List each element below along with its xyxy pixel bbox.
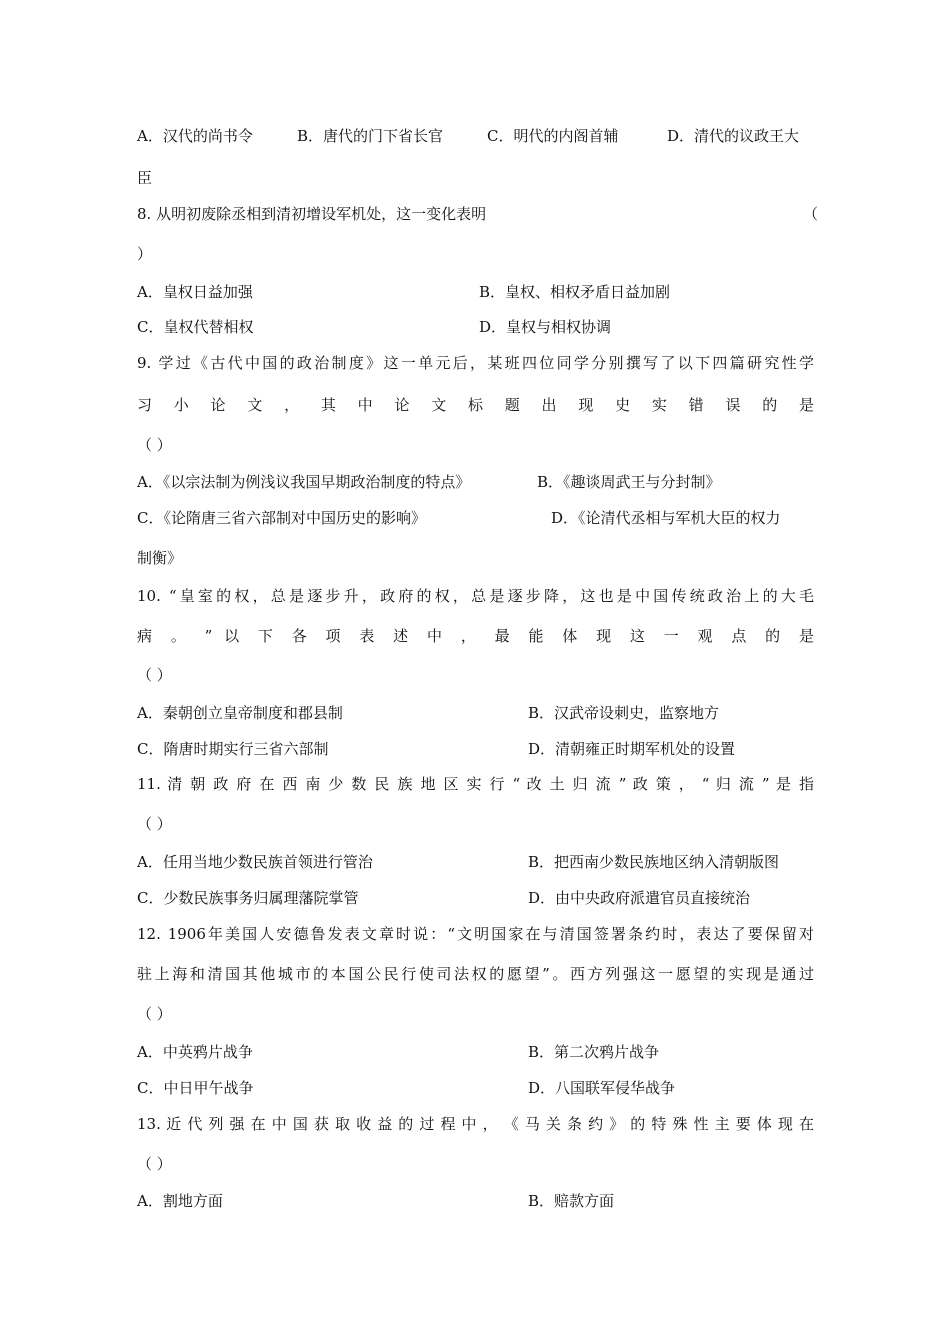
q11-option-d: D．由中央政府派遣官员直接统治: [528, 889, 751, 907]
q9-option-a: A．《以宗法制为例浅议我国早期政治制度的特点》: [137, 473, 471, 491]
q13-option-b: B．赔款方面: [528, 1192, 615, 1210]
q12-option-b: B．第二次鸦片战争: [528, 1043, 660, 1061]
q10-answer-blank: （ ）: [137, 666, 172, 684]
q9-option-c: C．《论隋唐三省六部制对中国历史的影响》: [137, 509, 426, 527]
q11-answer-blank: （ ）: [137, 815, 172, 833]
q9-stem-line2: 习 小 论 文 ， 其 中 论 文 标 题 出 现 史 实 错 误 的 是: [137, 396, 814, 414]
q12-stem-line2: 驻上海和清国其他城市的本国公民行使司法权的愿望”。西方列强这一愿望的实现是通过: [137, 965, 814, 983]
q10-option-c: C．隋唐时期实行三省六部制: [137, 740, 329, 758]
q9-option-d: D．《论清代丞相与军机大臣的权力: [551, 509, 781, 527]
q12-option-a: A．中英鸦片战争: [137, 1043, 253, 1061]
q11-option-b: B．把西南少数民族地区纳入清朝版图: [528, 853, 780, 871]
q7-option-d-wrap: 臣: [137, 169, 153, 187]
q9-option-d-wrap: 制衡》: [137, 549, 183, 567]
q7-option-b: B．唐代的门下省长官: [297, 127, 444, 145]
q7-option-c: C．明代的内阁首辅: [487, 127, 619, 145]
q8-option-d: D．皇权与相权协调: [479, 318, 612, 336]
q10-option-a: A．秦朝创立皇帝制度和郡县制: [137, 704, 343, 722]
q9-answer-blank: （ ）: [137, 436, 172, 454]
q8-option-b: B．皇权、相权矛盾日益加剧: [479, 283, 671, 301]
q10-stem-line2: 病 。 ” 以 下 各 项 表 述 中 ， 最 能 体 现 这 一 观 点 的 是: [137, 627, 814, 645]
q7-option-a: A．汉代的尚书令: [137, 127, 253, 145]
q10-stem-line1: 10. “皇室的权，总是逐步升，政府的权，总是逐步降，这也是中国传统政治上的大毛: [137, 587, 814, 605]
q13-stem: 13. 近 代 列 强 在 中 国 获 取 收 益 的 过 程 中 ， 《 马 关 条 约 》 的 特 殊 性 主 要 体 现 在: [137, 1115, 814, 1133]
q8-option-c: C．皇权代替相权: [137, 318, 254, 336]
q11-option-a: A．任用当地少数民族首领进行管治: [137, 853, 373, 871]
q12-option-d: D．八国联军侵华战争: [528, 1079, 676, 1097]
q10-option-d: D．清朝雍正时期军机处的设置: [528, 740, 736, 758]
q10-option-b: B．汉武帝设刺史，监察地方: [528, 704, 720, 722]
q7-option-d: D．清代的议政王大: [667, 127, 800, 145]
q12-answer-blank: （ ）: [137, 1005, 172, 1023]
q13-answer-blank: （ ）: [137, 1155, 172, 1173]
q9-option-b: B．《趣谈周武王与分封制》: [537, 473, 721, 491]
q11-stem: 11. 清 朝 政 府 在 西 南 少 数 民 族 地 区 实 行 “ 改 土 归 流 ” 政 策 ， “ 归 流 ” 是 指: [137, 775, 814, 793]
q11-option-c: C．少数民族事务归属理藩院掌管: [137, 889, 359, 907]
q8-paren-open: （: [803, 205, 819, 223]
q8-stem: 8. 从明初废除丞相到清初增设军机处，这一变化表明: [137, 205, 487, 223]
q8-option-a: A．皇权日益加强: [137, 283, 253, 301]
q9-stem-line1: 9. 学过《古代中国的政治制度》这一单元后，某班四位同学分别撰写了以下四篇研究性学: [137, 354, 814, 372]
q13-option-a: A．割地方面: [137, 1192, 223, 1210]
q12-stem-line1: 12. 1906年美国人安德鲁发表文章时说：“文明国家在与清国签署条约时，表达了要保留对: [137, 925, 814, 943]
q8-paren-close: ）: [137, 245, 153, 263]
q12-option-c: C．中日甲午战争: [137, 1079, 254, 1097]
